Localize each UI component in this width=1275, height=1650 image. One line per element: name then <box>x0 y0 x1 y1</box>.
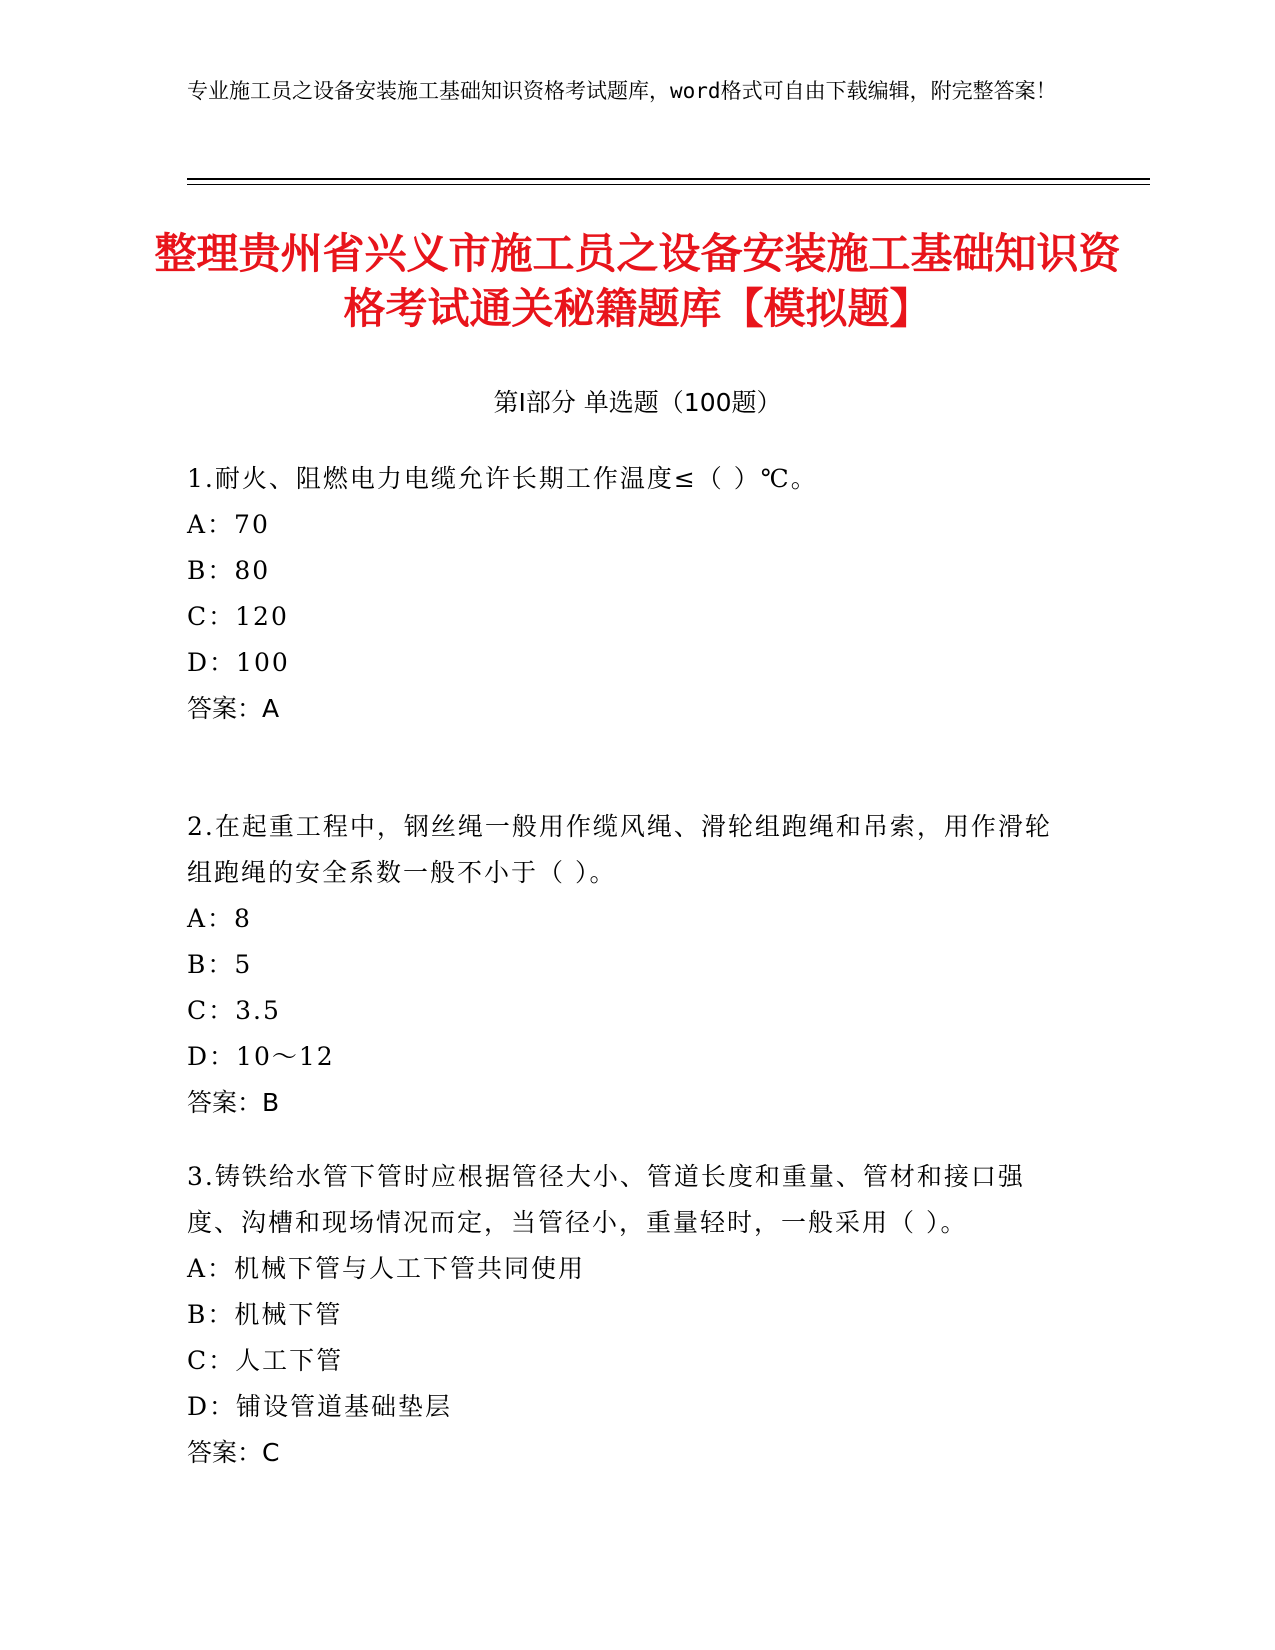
question-stem: 2.在起重工程中，钢丝绳一般用作缆风绳、滑轮组跑绳和吊索，用作滑轮组跑绳的安全系数一般不小于（ ）。 <box>187 812 1052 887</box>
question-2 <box>187 804 1067 1126</box>
option-d: D：100 <box>187 648 290 677</box>
option-a: A：70 <box>187 510 270 539</box>
option-c: C：120 <box>187 602 289 631</box>
option-b: B：机械下管 <box>187 1300 343 1329</box>
answer: 答案：B <box>187 1088 280 1117</box>
question-3 <box>187 1154 1067 1476</box>
option-a: A：8 <box>187 904 252 933</box>
option-d: D：铺设管道基础垫层 <box>187 1392 453 1421</box>
option-c: C：3.5 <box>187 996 281 1025</box>
answer: 答案：A <box>187 694 280 723</box>
option-d: D：10～12 <box>187 1042 335 1071</box>
question-1 <box>187 456 1067 732</box>
document-title: 整理贵州省兴义市施工员之设备安装施工基础知识资格考试通关秘籍题库【模拟题】 <box>154 229 1121 333</box>
option-b: B：80 <box>187 556 271 585</box>
section-heading: 第Ⅰ部分 单选题（100题） <box>493 388 782 417</box>
question-stem: 3.铸铁给水管下管时应根据管径大小、管道长度和重量、管材和接口强度、沟槽和现场情况而定，当管径小，重量轻时，一般采用（ ）。 <box>187 1162 1025 1237</box>
header-rule-thick <box>187 178 1150 180</box>
question-stem: 1.耐火、阻燃电力电缆允许长期工作温度≤（ ）℃。 <box>187 464 818 493</box>
option-a: A：机械下管与人工下管共同使用 <box>187 1254 586 1283</box>
header-rule-thin <box>187 184 1150 185</box>
header-note: 专业施工员之设备安装施工基础知识资格考试题库，word格式可自由下载编辑，附完整答案！ <box>187 79 1057 103</box>
option-b: B：5 <box>187 950 253 979</box>
option-c: C：人工下管 <box>187 1346 344 1375</box>
answer: 答案：C <box>187 1438 280 1467</box>
